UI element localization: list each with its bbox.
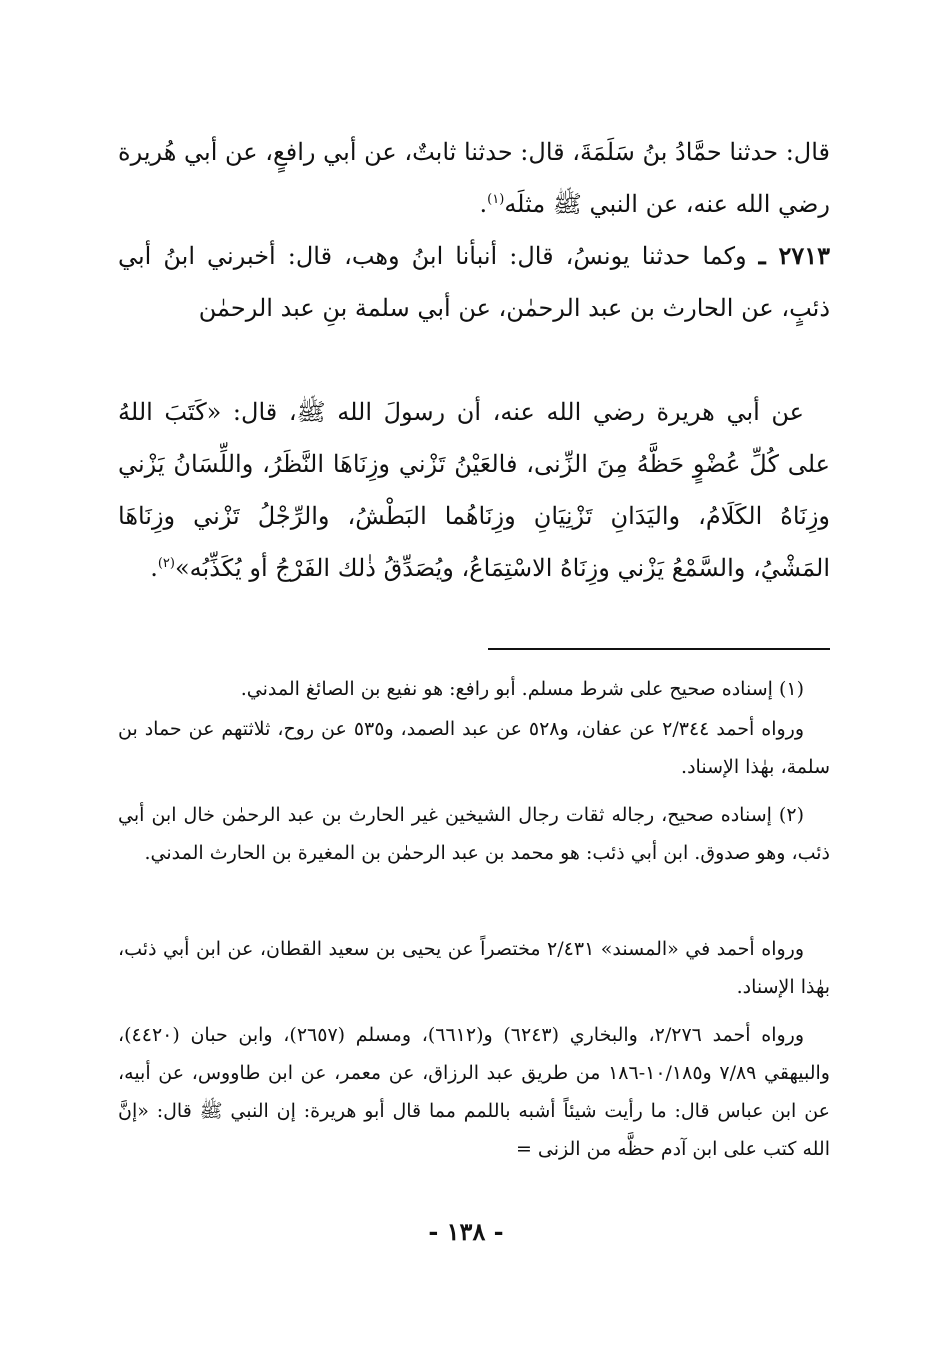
main-paragraph-3	[118, 386, 830, 594]
footnote-2: (٢) إسناده صحيح، رجاله ثقات رجال الشيخين غير الحارث بن عبد الرحمٰن خال ابن أبي ذئب، وهو صدوق. ابن أبي ذئب: هو محمد بن عبد الرحمٰن بن المغيرة بن الحارث المدني.	[118, 804, 830, 864]
main-paragraph-2	[118, 230, 830, 334]
hadith-number: ٢٧١٣ ـ	[758, 241, 830, 270]
paragraph-text: قال: حدثنا حمَّادُ بنُ سَلَمَةَ، قال: حدثنا ثابتٌ، عن أبي رافعٍ، عن أبي هُريرة رضي الله عنه، عن النبي ﷺ مثلَه	[118, 138, 831, 218]
footnote-separator	[488, 648, 830, 650]
footnote-2-more-sources: ورواه أحمد ٢/٢٧٦، والبخاري (٦٢٤٣) و(٦٦١٢)، ومسلم (٢٦٥٧)، وابن حبان (٤٤٢٠)، والبيهقي ٧/٨٩ و١٠/١٨٥-١٨٦ من طريق عبد الرزاق، عن معمر، عن ابن طاووس، عن أبيه، عن ابن عباس قال: ما رأيت شيئاً أشبه باللمم مما قال أبو هريرة: إن النبي ﷺ قال: «إنَّ الله كتب على ابن آدم حظَّه من الزنى =	[118, 1024, 830, 1160]
page-number: - ١٣٨ -	[428, 1217, 504, 1246]
main-paragraph-1	[118, 126, 830, 230]
footnote-1: (١) إسناده صحيح على شرط مسلم. أبو رافع: هو نفيع بن الصائغ المدني.	[240, 678, 804, 700]
footnote-ref-2: (٢)	[157, 556, 175, 571]
footnote-2-sources: ورواه أحمد في «المسند» ٢/٤٣١ مختصراً عن يحيى بن سعيد القطان، عن ابن أبي ذئب، بهٰذا الإسناد.	[118, 938, 830, 998]
footnote-1-sources: ورواه أحمد ٢/٣٤٤ عن عفان، و٥٢٨ عن عبد الصمد، و٥٣٥ عن روح، ثلاثتهم عن حماد بن سلمة، بهٰذا الإسناد.	[118, 718, 830, 778]
end-period: .	[479, 190, 488, 218]
paragraph-text: عن أبي هريرة رضي الله عنه، أن رسولَ الله ﷺ، قال: «كَتَبَ اللهُ على كُلِّ عُضْوٍ حَظَّهُ مِنَ الزِّنى، فالعَيْنُ تَزْني وزِنَاهَا النَّظَرُ، واللِّسَانُ يَزْني وزِنَاهُ الكَلَامُ، واليَدَانِ تَزْنِيَانِ وزِنَاهُما البَطْشُ، والرِّجْلُ تَزْني وزِنَاهَا المَشْيُ، والسَّمْعُ يَزْني وزِنَاهُ الاسْتِمَاعُ، ويُصَدِّقُ ذٰلك الفَرْجُ أو يُكَذِّبُه»	[118, 398, 830, 582]
end-period: .	[150, 554, 158, 582]
footnote-ref-1: (١)	[487, 192, 505, 207]
paragraph-text: وكما حدثنا يونسُ، قال: أنبأنا ابنُ وهب، قال: أخبرني ابنُ أبي ذئبٍ، عن الحارث بن عبد الرحمٰن، عن أبي سلمة بنِ عبد الرحمٰن	[118, 242, 830, 322]
